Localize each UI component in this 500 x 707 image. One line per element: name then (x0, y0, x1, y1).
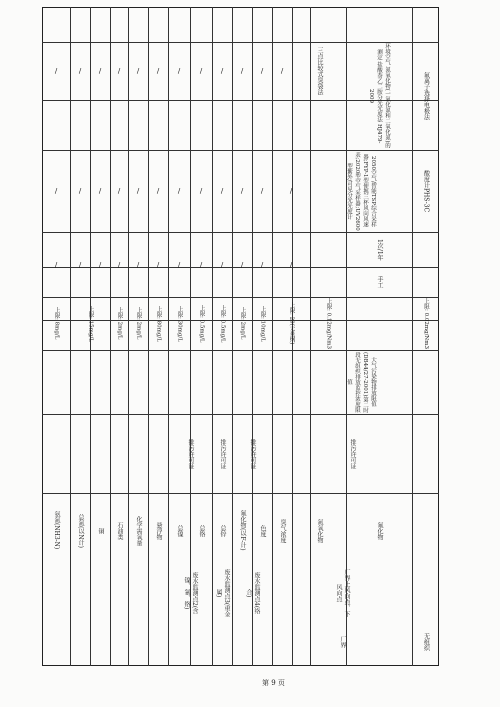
pollutant-nox: 氮氧化物 (316, 518, 323, 543)
permit-cr: 排污许可证 (219, 438, 226, 469)
slash-mark: / (260, 67, 264, 75)
frequency: 1次/1年 (376, 238, 383, 261)
pollutant-cr: 总铬 (198, 524, 205, 537)
slash-mark: / (199, 67, 203, 75)
pollutant-chroma: 色度 (259, 524, 266, 537)
slash-mark: / (280, 67, 284, 75)
slash-mark: / (54, 187, 58, 195)
limit-nh3: 上限: 8mg/L (53, 307, 60, 340)
permit-nox: 排污许可证 (349, 438, 356, 469)
slash-mark: / (78, 67, 82, 75)
slash-mark: / (220, 260, 224, 269)
slash-mark: / (260, 187, 264, 195)
page-number: 第 9 页 (262, 679, 285, 687)
slash-mark: / (240, 260, 244, 269)
slash-mark: / (136, 260, 140, 269)
slash-mark: / (78, 260, 82, 269)
slash-mark: / (136, 67, 140, 75)
slash-mark: / (117, 187, 121, 195)
slash-mark: / (240, 187, 244, 195)
limit-oil: 上限: 2mg/L (135, 307, 142, 340)
slash-mark: / (98, 187, 102, 195)
limit-ss: 上限: 30mg/L (176, 305, 183, 342)
limit-cu: 上限: 2mg/L (116, 307, 123, 340)
slash-mark: / (220, 67, 224, 75)
limit-f: 上限: 10mg/L (259, 305, 266, 342)
slash-mark: / (199, 187, 203, 195)
slash-mark: / (156, 187, 160, 195)
limit-fl: 上限: 0.02mg/Nm3 (423, 298, 429, 349)
slash-mark: / (98, 67, 102, 75)
permit-ni: 排污许可证 (187, 438, 194, 469)
pollutant-nh3: 氨氮(NH3-N) (53, 511, 60, 550)
slash-mark: / (289, 260, 293, 269)
limit-cod: 上限: 80mg/L (155, 305, 162, 342)
slash-mark: / (54, 260, 58, 269)
slash-mark: / (156, 67, 160, 75)
pollutant-ni: 总镍 (176, 524, 183, 537)
limit-nox: 上限: 0.12mg/Nm3 (325, 298, 332, 349)
slash-mark: / (117, 67, 121, 75)
point-4: 废水监测点4(络合) (245, 571, 260, 615)
slash-mark: / (289, 187, 293, 195)
fl-method: 氟离子选择电极法 (422, 72, 430, 120)
slash-mark: / (260, 260, 264, 269)
standard-text: 大气污染物排放限值(DB44/27-2001)第二时段无组织排放监控浓度限值 (346, 351, 376, 413)
slash-mark: / (156, 260, 160, 269)
point-3: 废水监测点3(重金属) (215, 568, 230, 618)
pollutant-fluoride: 氟化物 (376, 521, 383, 540)
limit-odor: 上限: 20(无量纲) (288, 302, 295, 345)
pollutant-cu: 铜 (97, 527, 104, 534)
pollutant-tn: 总氮(以N计) (77, 513, 84, 548)
slash-mark: / (199, 260, 203, 269)
slash-mark: / (220, 187, 224, 195)
unorganized-label: 无组织 (422, 633, 430, 651)
sampler-text: 2050空气/智能TSP综合采样器;FYP-1型便携三杯风向风速表;2020型空气采样器;UV2600型紫外/可见分光光度计 (346, 151, 376, 231)
odor-method: 三点比较式臭袋法 (316, 47, 323, 95)
limit-zn: 上限: 2mg/L (239, 307, 246, 340)
point-2: 废水监测点2(含镍、氰、铬) (183, 571, 198, 615)
slash-mark: / (177, 187, 181, 195)
slash-mark: / (240, 67, 244, 75)
pollutant-cod: 化学需氧量 (135, 515, 142, 546)
slash-mark: / (177, 67, 181, 75)
slash-mark: / (78, 187, 82, 195)
slash-mark: / (98, 260, 102, 269)
limit-tn: 上限: 15mg/L (87, 305, 94, 342)
slash-mark: / (177, 260, 181, 269)
nox-method: 环境空气 氮氧化物(一氧化氮和二氧化氮)的测定 盐酸萘乙二胺分光光度法 HJ479-2009 (368, 43, 390, 149)
boundary-label: 厂界 (339, 636, 346, 648)
pollutant-zn: 总锌 (219, 524, 226, 537)
slash-mark: / (54, 67, 58, 75)
pollutant-f: 氟化物(以F-计) (239, 510, 246, 551)
boundary-point: 厂界上风向点、下风向点 (335, 569, 350, 617)
sampler2-text: 酸度计PHS-3C (422, 169, 430, 213)
limit-cr: 上限: 0.5mg/L (219, 304, 226, 343)
pollutant-oil: 石油类 (116, 521, 123, 540)
pollutant-ss: 悬浮物 (155, 521, 162, 540)
limit-ni: 上限: 0.5mg/L (198, 304, 205, 343)
method-type: 手工 (376, 276, 383, 288)
pollutant-odor: 臭气浓度 (279, 518, 286, 543)
permit-f: 排污许可证 (249, 438, 256, 469)
slash-mark: / (136, 187, 140, 195)
slash-mark: / (117, 260, 121, 269)
